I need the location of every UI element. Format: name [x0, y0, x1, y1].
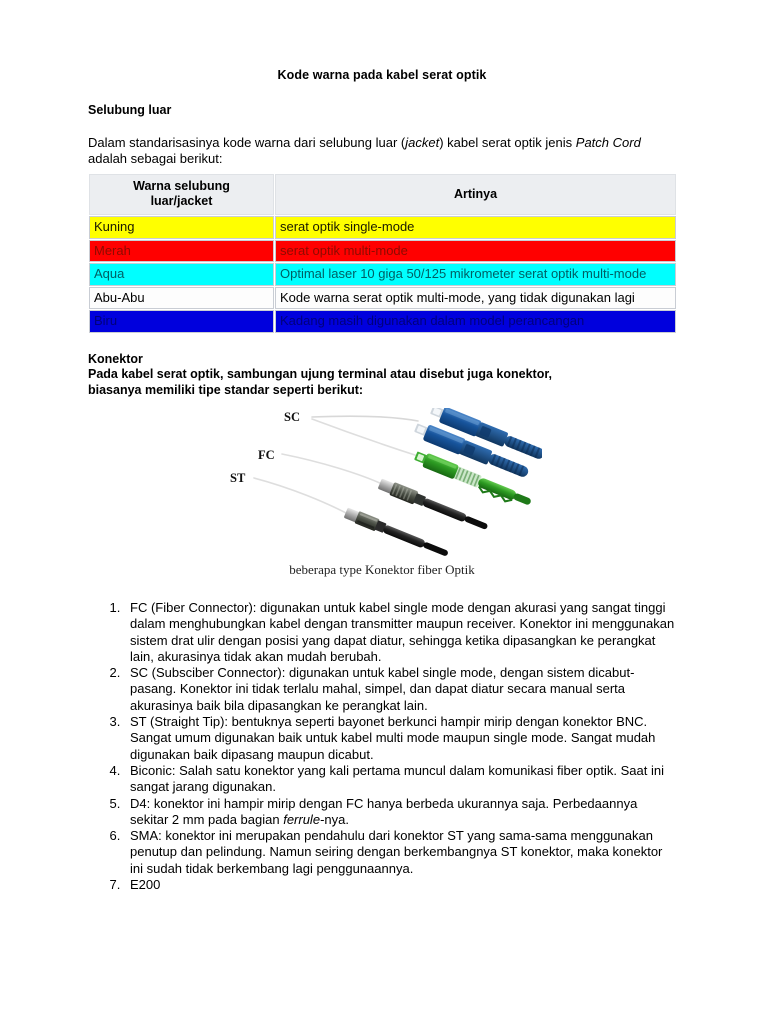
intro-italic-patch-cord: Patch Cord: [575, 135, 641, 150]
table-row: [89, 216, 676, 239]
list-item: 4. Biconic: Salah satu konektor yang kali pertama muncul dalam komunikasi fiber optik. Saat ini sangat jarang digunakan.: [124, 763, 676, 796]
list-item-text-2: -nya.: [320, 811, 349, 827]
st-connector: [343, 507, 450, 556]
konektor-intro-block: [88, 352, 676, 399]
list-item: 6. SMA: konektor ini merupakan pendahulu dari konektor ST yang sama-sama menggunakan penutup dan pelindung. Namun seiring dengan berkembangnya ST konektor, maka konektor ini sudah tidak berkembang lagi penggunaannya.: [124, 828, 676, 877]
list-item: [124, 796, 676, 829]
cell-warna: Kuning: [89, 216, 274, 239]
cell-arti: serat optik single-mode: [275, 216, 676, 239]
table-row: [89, 263, 676, 286]
color-code-table: [88, 173, 677, 334]
konektor-lead-line-2: biasanya memiliki tipe standar seperti berikut:: [88, 382, 364, 397]
list-item: 7. E200: [124, 877, 676, 893]
figure-caption: beberapa type Konektor fiber Optik: [289, 562, 475, 577]
konektor-lead-line-1: Pada kabel serat optik, sambungan ujung terminal atau disebut juga konektor,: [88, 367, 552, 381]
section-heading-konektor: Konektor: [88, 351, 143, 366]
intro-paragraph: [88, 135, 676, 167]
table-header-row: [89, 174, 676, 215]
connector-figure-image: [222, 408, 542, 556]
cell-arti: Optimal laser 10 giga 50/125 mikrometer serat optik multi-mode: [275, 263, 676, 286]
figure-label-sc: SC: [284, 410, 300, 424]
list-item-text-1: D4: konektor ini hampir mirip dengan FC hanya berbeda ukurannya saja. Perbedaannya sekitar 2 mm pada bagian: [130, 795, 638, 827]
page-title: Kode warna pada kabel serat optik: [277, 68, 487, 82]
figure-label-st: ST: [230, 471, 246, 485]
table-header-warna-line1: Warna selubung: [133, 179, 230, 193]
konektor-type-list: [88, 600, 676, 893]
intro-text-3: adalah sebagai berikut:: [88, 151, 223, 166]
table-row: [89, 240, 676, 263]
document-content: [88, 68, 676, 893]
list-item: 1. FC (Fiber Connector): digunakan untuk kabel single mode dengan akurasi yang sangat tinggi dalam menghubungkan kabel dengan transmitter maupun receiver. Konektor ini menggunakan sistem drat ulir dengan posisi yang dapat diatur, sehingga ketika dipasangkan ke perangkat lain, akurasinya tidak akan mudah berubah.: [124, 600, 676, 665]
table-row: [89, 310, 676, 333]
intro-text-1: Dalam standarisasinya kode warna dari selubung luar (: [88, 135, 406, 150]
list-item: 2. SC (Subsciber Connector): digunakan untuk kabel single mode, dengan sistem dicabut-pasang. Konektor ini tidak terlalu mahal, simpel, dan dapat diatur secara manual serta akurasinya baik bila dipasangkan ke perangkat lain.: [124, 665, 676, 714]
fiber-leader-lines: [254, 416, 418, 514]
cell-warna: Merah: [89, 240, 274, 263]
intro-italic-jacket: jacket: [405, 135, 440, 150]
intro-text-2: ) kabel serat optik jenis: [439, 135, 576, 150]
cell-arti: Kadang masih digunakan dalam model perancangan: [275, 310, 676, 333]
table-header-artinya: Artinya: [275, 174, 676, 215]
connector-figure: [88, 408, 676, 578]
cell-arti: serat optik multi-mode: [275, 240, 676, 263]
section-heading-selubung-luar: Selubung luar: [88, 103, 172, 117]
figure-label-fc: FC: [258, 448, 275, 462]
connector-illustration-svg: [222, 408, 542, 556]
table-row: [89, 287, 676, 310]
list-item-italic-ferrule: ferrule: [283, 811, 321, 827]
cell-warna: Aqua: [89, 263, 274, 286]
cell-warna: Abu-Abu: [89, 287, 274, 310]
cell-arti: Kode warna serat optik multi-mode, yang tidak digunakan lagi: [275, 287, 676, 310]
cell-warna: Biru: [89, 310, 274, 333]
table-header-warna-line2: luar/jacket: [150, 194, 213, 208]
list-item: 3. ST (Straight Tip): bentuknya seperti bayonet berkunci hampir mirip dengan konektor BNC. Sangat umum digunakan baik untuk kabel multi mode maupun single mode. Sangat mudah digunakan baik dipasang maupun dicabut.: [124, 714, 676, 763]
table-header-warna: [89, 174, 274, 215]
